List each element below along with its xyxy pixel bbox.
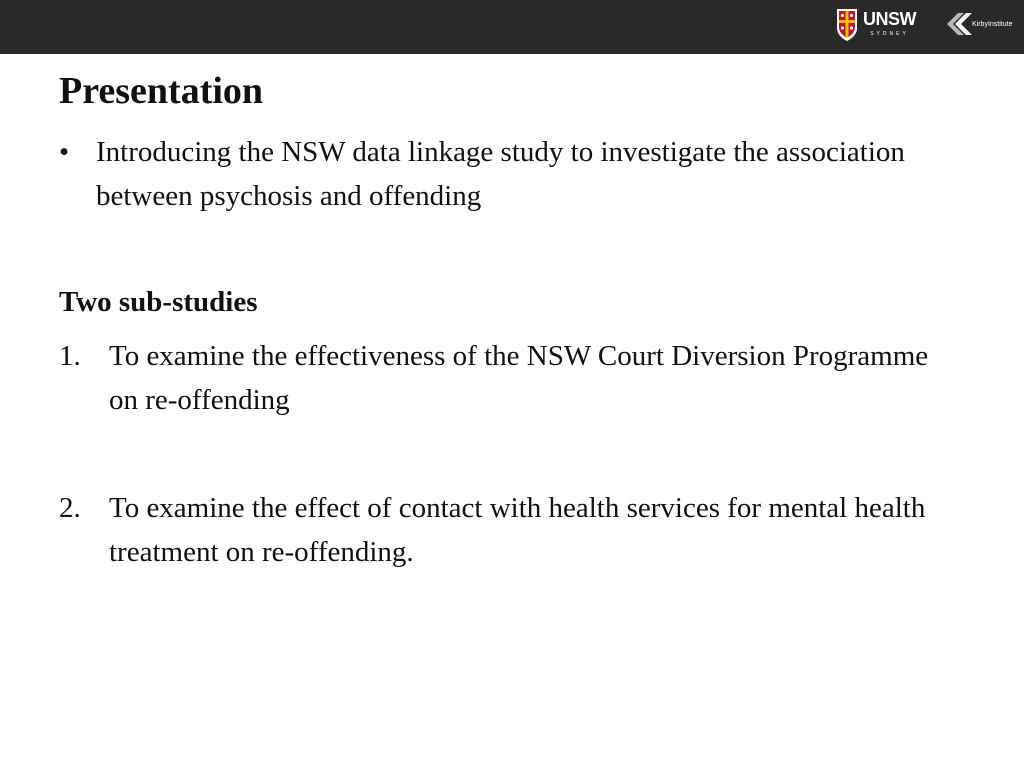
intro-bullet-text: Introducing the NSW data linkage study to investigate the association between psychosis and offending [96, 136, 905, 212]
unsw-logo [836, 8, 916, 44]
kirby-institute-logo [945, 11, 1012, 37]
list-item [59, 486, 959, 574]
sub-studies-heading: Two sub-studies [59, 286, 258, 318]
list-item-number: 1. [59, 340, 81, 372]
list-item-text: To examine the effectiveness of the NSW Court Diversion Programme on re-offending [109, 340, 929, 416]
slide-title: Presentation [59, 70, 264, 112]
kirby-k-icon [945, 11, 975, 37]
unsw-logo-text: UNSW [863, 9, 916, 29]
kirby-logo-text: KirbyInstitute [972, 20, 1013, 28]
list-item-text: To examine the effect of contact with health services for mental health treatment on re-offending. [109, 492, 926, 568]
header-bar [0, 0, 1024, 54]
bullet-marker: • [59, 136, 70, 168]
list-item [59, 334, 959, 422]
list-item-number: 2. [59, 492, 81, 524]
unsw-logo-subtext: SYDNEY [870, 31, 909, 37]
unsw-crest-icon [836, 8, 858, 42]
intro-bullet [59, 130, 959, 218]
